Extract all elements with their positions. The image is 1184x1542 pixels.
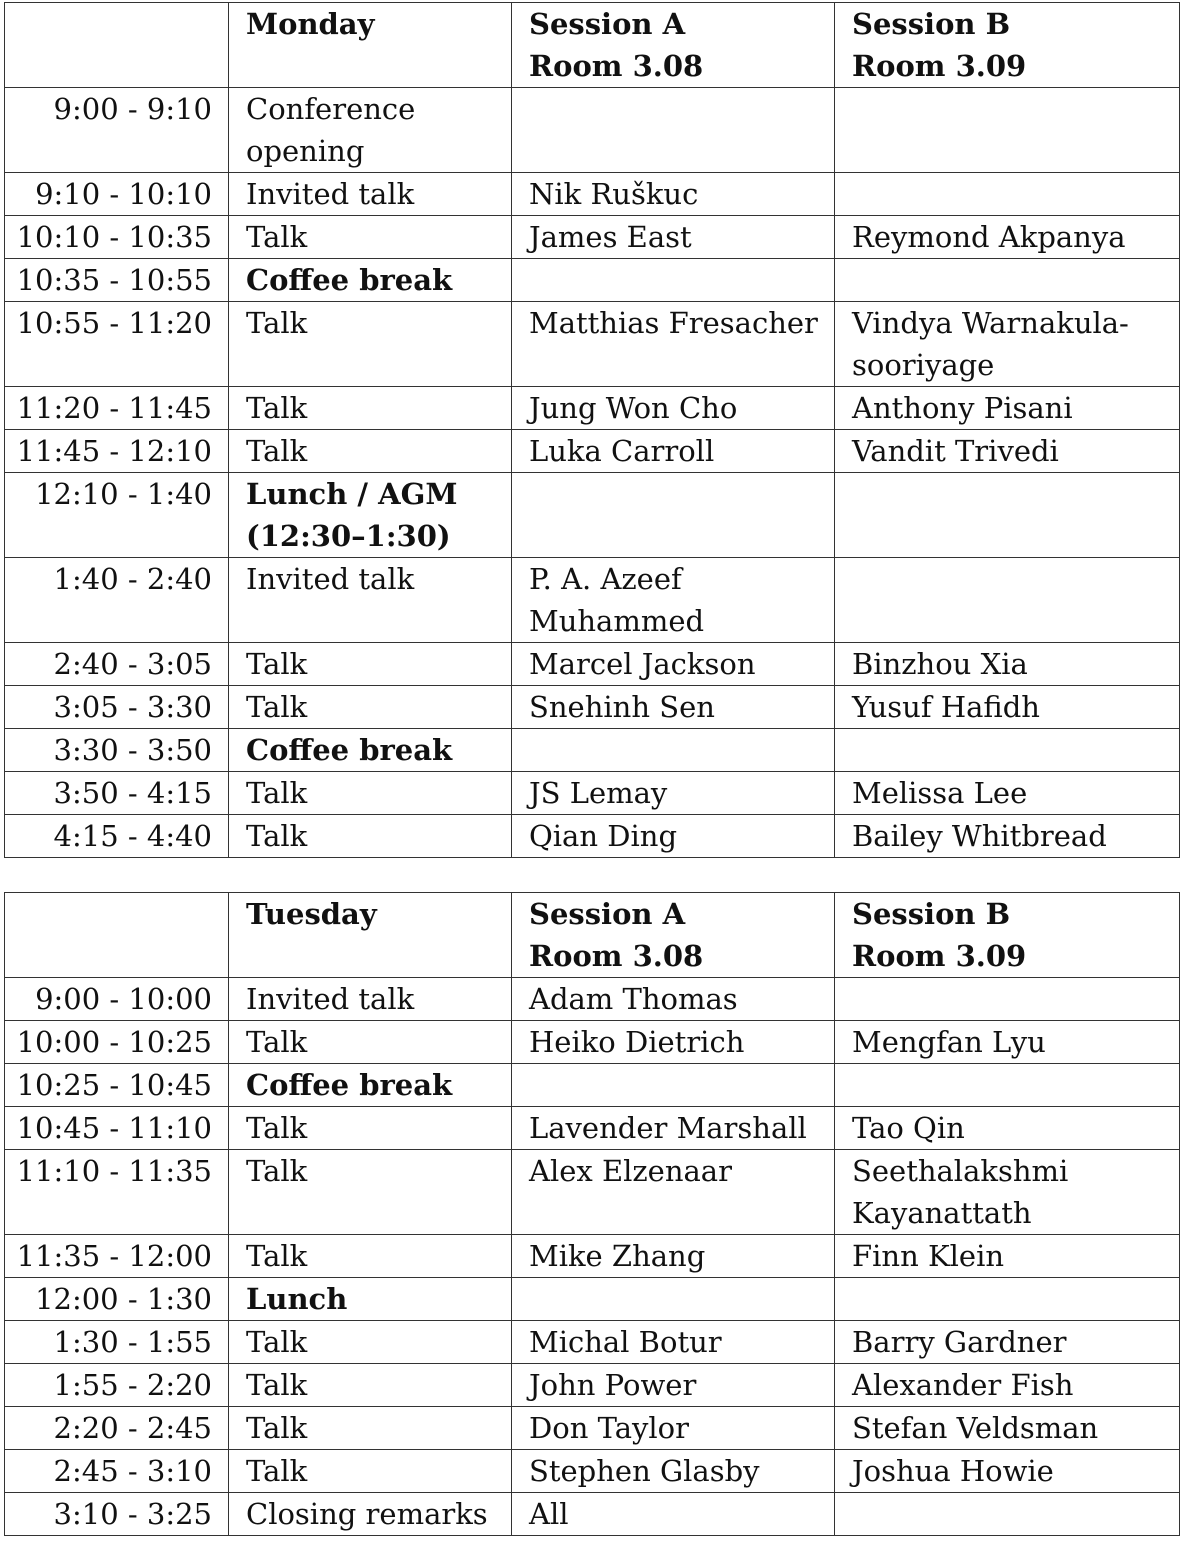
session-b-speaker (835, 259, 1180, 302)
time-slot: 2:20 - 2:45 (5, 1407, 229, 1450)
event-type: Talk (229, 302, 512, 387)
monday-schedule-table (4, 2, 1180, 858)
time-slot: 10:55 - 11:20 (5, 302, 229, 387)
session-a-speaker: Lavender Marshall (512, 1107, 835, 1150)
time-slot: 10:35 - 10:55 (5, 259, 229, 302)
session-a-speaker (512, 473, 835, 558)
schedule-row (5, 686, 1180, 729)
tuesday-schedule-table (4, 892, 1180, 1536)
time-slot: 11:20 - 11:45 (5, 387, 229, 430)
session-a-speaker: P. A. Azeef Muhammed (512, 558, 835, 643)
event-type: Coffee break (229, 1064, 512, 1107)
schedule-row (5, 302, 1180, 387)
session-a-speaker: All (512, 1493, 835, 1536)
time-slot: 2:45 - 3:10 (5, 1450, 229, 1493)
event-type: Talk (229, 1321, 512, 1364)
event-type: Conference opening (229, 88, 512, 173)
schedule-row (5, 1150, 1180, 1235)
time-slot: 9:00 - 10:00 (5, 978, 229, 1021)
schedule-row (5, 259, 1180, 302)
session-b-room: Room 3.09 (852, 49, 1027, 83)
schedule-row (5, 473, 1180, 558)
session-a-speaker: Stephen Glasby (512, 1450, 835, 1493)
time-slot: 1:40 - 2:40 (5, 558, 229, 643)
session-b-speaker: Barry Gardner (835, 1321, 1180, 1364)
session-b-speaker: Seethalakshmi Kayanattath (835, 1150, 1180, 1235)
session-a-speaker: Qian Ding (512, 815, 835, 858)
schedule-row (5, 88, 1180, 173)
session-b-speaker: Vandit Trivedi (835, 430, 1180, 473)
session-a-speaker: John Power (512, 1364, 835, 1407)
session-a-speaker: Adam Thomas (512, 978, 835, 1021)
session-a-speaker: JS Lemay (512, 772, 835, 815)
time-slot: 12:10 - 1:40 (5, 473, 229, 558)
session-a-speaker (512, 1064, 835, 1107)
day-heading: Monday (229, 3, 512, 88)
event-type: Invited talk (229, 978, 512, 1021)
session-a-heading (512, 3, 835, 88)
session-b-speaker: Joshua Howie (835, 1450, 1180, 1493)
event-type: Invited talk (229, 558, 512, 643)
event-type: Talk (229, 686, 512, 729)
schedule-row (5, 1321, 1180, 1364)
schedule-row (5, 1107, 1180, 1150)
session-b-speaker (835, 978, 1180, 1021)
session-b-speaker: Yusuf Hafidh (835, 686, 1180, 729)
session-b-speaker: Finn Klein (835, 1235, 1180, 1278)
schedule-row (5, 1278, 1180, 1321)
event-type: Invited talk (229, 173, 512, 216)
schedule-row (5, 772, 1180, 815)
header-time-cell (5, 3, 229, 88)
event-type: Lunch (229, 1278, 512, 1321)
schedule-row (5, 1064, 1180, 1107)
header-row (5, 3, 1180, 88)
time-slot: 11:35 - 12:00 (5, 1235, 229, 1278)
schedule-row (5, 1450, 1180, 1493)
schedule-row (5, 558, 1180, 643)
session-b-speaker (835, 173, 1180, 216)
event-type: Talk (229, 1021, 512, 1064)
time-slot: 9:00 - 9:10 (5, 88, 229, 173)
session-a-heading (512, 893, 835, 978)
schedule-row (5, 729, 1180, 772)
event-type: Coffee break (229, 729, 512, 772)
session-a-label: Session A (529, 7, 686, 41)
session-b-speaker: Reymond Akpanya (835, 216, 1180, 259)
session-a-speaker (512, 1278, 835, 1321)
session-b-room: Room 3.09 (852, 939, 1027, 973)
event-type: Coffee break (229, 259, 512, 302)
time-slot: 3:05 - 3:30 (5, 686, 229, 729)
time-slot: 10:45 - 11:10 (5, 1107, 229, 1150)
session-a-speaker (512, 259, 835, 302)
session-a-speaker: Marcel Jackson (512, 643, 835, 686)
session-a-speaker: Jung Won Cho (512, 387, 835, 430)
time-slot: 10:10 - 10:35 (5, 216, 229, 259)
session-a-speaker: Nik Ruškuc (512, 173, 835, 216)
session-b-speaker: Alexander Fish (835, 1364, 1180, 1407)
time-slot: 3:30 - 3:50 (5, 729, 229, 772)
session-b-speaker: Vindya Warnakula-sooriyage (835, 302, 1180, 387)
monday-table-body (5, 3, 1180, 858)
session-a-speaker: Alex Elzenaar (512, 1150, 835, 1235)
event-type: Talk (229, 1450, 512, 1493)
session-b-speaker (835, 1493, 1180, 1536)
schedule-row (5, 1021, 1180, 1064)
session-a-speaker (512, 88, 835, 173)
session-b-heading (835, 3, 1180, 88)
session-b-heading (835, 893, 1180, 978)
schedule-row (5, 216, 1180, 259)
event-type: Talk (229, 216, 512, 259)
schedule-row (5, 978, 1180, 1021)
session-a-speaker: Matthias Fresacher (512, 302, 835, 387)
time-slot: 4:15 - 4:40 (5, 815, 229, 858)
tuesday-table-body (5, 893, 1180, 1536)
time-slot: 10:25 - 10:45 (5, 1064, 229, 1107)
session-b-speaker (835, 88, 1180, 173)
event-type: Closing remarks (229, 1493, 512, 1536)
time-slot: 10:00 - 10:25 (5, 1021, 229, 1064)
event-type: Talk (229, 1107, 512, 1150)
event-type: Talk (229, 1364, 512, 1407)
session-b-speaker (835, 1064, 1180, 1107)
time-slot: 11:45 - 12:10 (5, 430, 229, 473)
session-a-label: Session A (529, 897, 686, 931)
session-a-speaker (512, 729, 835, 772)
session-a-speaker: Heiko Dietrich (512, 1021, 835, 1064)
session-b-speaker: Stefan Veldsman (835, 1407, 1180, 1450)
schedule-row (5, 387, 1180, 430)
session-b-speaker: Binzhou Xia (835, 643, 1180, 686)
session-b-label: Session B (852, 7, 1011, 41)
event-type: Talk (229, 1235, 512, 1278)
event-type: Talk (229, 772, 512, 815)
day-heading: Tuesday (229, 893, 512, 978)
schedule-row (5, 430, 1180, 473)
schedule-row (5, 643, 1180, 686)
time-slot: 3:50 - 4:15 (5, 772, 229, 815)
session-b-label: Session B (852, 897, 1011, 931)
schedule-row (5, 1493, 1180, 1536)
session-a-speaker: Don Taylor (512, 1407, 835, 1450)
time-slot: 11:10 - 11:35 (5, 1150, 229, 1235)
event-type: Lunch / AGM (12:30–1:30) (229, 473, 512, 558)
event-type: Talk (229, 815, 512, 858)
time-slot: 3:10 - 3:25 (5, 1493, 229, 1536)
schedule-row (5, 173, 1180, 216)
event-type: Talk (229, 1150, 512, 1235)
session-b-speaker (835, 729, 1180, 772)
session-b-speaker: Bailey Whitbread (835, 815, 1180, 858)
session-b-speaker (835, 558, 1180, 643)
session-b-speaker (835, 1278, 1180, 1321)
time-slot: 9:10 - 10:10 (5, 173, 229, 216)
schedule-row (5, 1235, 1180, 1278)
session-b-speaker: Melissa Lee (835, 772, 1180, 815)
event-type: Talk (229, 430, 512, 473)
header-time-cell (5, 893, 229, 978)
time-slot: 2:40 - 3:05 (5, 643, 229, 686)
session-a-speaker: James East (512, 216, 835, 259)
session-b-speaker: Anthony Pisani (835, 387, 1180, 430)
time-slot: 1:30 - 1:55 (5, 1321, 229, 1364)
header-row (5, 893, 1180, 978)
session-b-speaker (835, 473, 1180, 558)
session-b-speaker: Tao Qin (835, 1107, 1180, 1150)
session-a-room: Room 3.08 (529, 939, 704, 973)
event-type: Talk (229, 1407, 512, 1450)
event-type: Talk (229, 387, 512, 430)
time-slot: 1:55 - 2:20 (5, 1364, 229, 1407)
session-a-speaker: Snehinh Sen (512, 686, 835, 729)
time-slot: 12:00 - 1:30 (5, 1278, 229, 1321)
session-a-speaker: Mike Zhang (512, 1235, 835, 1278)
schedule-row (5, 1407, 1180, 1450)
schedule-row (5, 1364, 1180, 1407)
session-a-speaker: Luka Carroll (512, 430, 835, 473)
session-a-room: Room 3.08 (529, 49, 704, 83)
schedule-row (5, 815, 1180, 858)
session-b-speaker: Mengfan Lyu (835, 1021, 1180, 1064)
session-a-speaker: Michal Botur (512, 1321, 835, 1364)
event-type: Talk (229, 643, 512, 686)
